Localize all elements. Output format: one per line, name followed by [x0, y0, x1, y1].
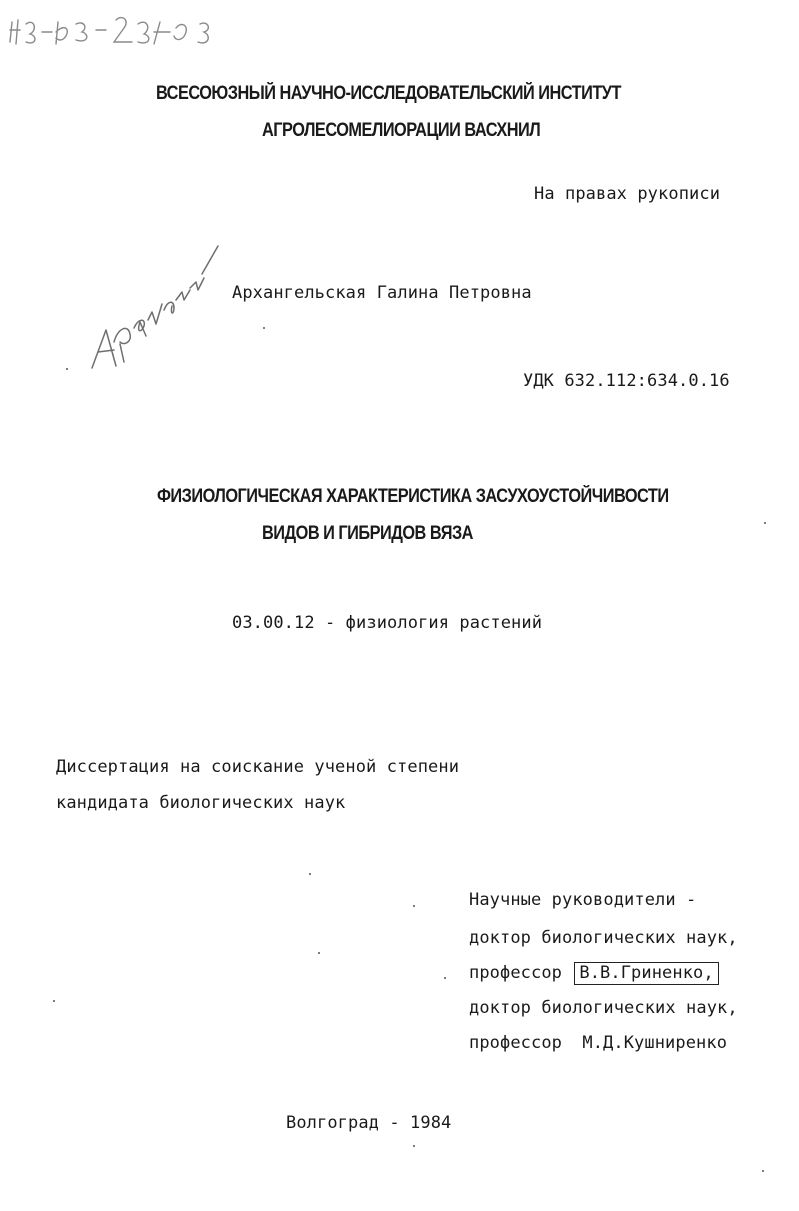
dissertation-title-line1: ФИЗИОЛОГИЧЕСКАЯ ХАРАКТЕРИСТИКА ЗАСУХОУСТОЙЧИВОСТИ	[157, 486, 669, 507]
handwritten-catalog-mark	[4, 10, 234, 60]
dissertation-title-line2: ВИДОВ И ГИБРИДОВ ВЯЗА	[262, 523, 473, 544]
author-name: Архангельская Галина Петровна	[232, 283, 532, 303]
scan-speck	[444, 977, 446, 979]
scan-speck	[309, 873, 311, 875]
supervisor-1-line	[469, 962, 719, 984]
supervisor-1-degree: доктор биологических наук,	[469, 928, 738, 948]
dissertation-statement-line1: Диссертация на соискание ученой степени	[56, 757, 460, 777]
scan-speck	[764, 522, 766, 524]
scan-speck	[318, 952, 320, 954]
supervisor-2-name: М.Д.Кушниренко	[582, 1033, 728, 1053]
supervisor-1-name-boxed: В.В.Гриненко,	[574, 962, 718, 985]
institute-name-line1: ВСЕСОЮЗНЫЙ НАУЧНО-ИССЛЕДОВАТЕЛЬСКИЙ ИНСТИТУТ	[156, 83, 621, 104]
udc-code: УДК 632.112:634.0.16	[523, 371, 730, 391]
scan-speck	[263, 327, 265, 329]
supervisor-2-title: профессор	[469, 1033, 563, 1053]
city-year: Волгоград - 1984	[286, 1113, 452, 1133]
scan-speck	[413, 1145, 415, 1147]
supervisors-heading: Научные руководители -	[469, 890, 697, 910]
scan-speck	[66, 368, 68, 370]
supervisor-2-degree: доктор биологических наук,	[469, 998, 738, 1018]
supervisor-2-line	[469, 1032, 727, 1054]
scan-speck	[413, 905, 415, 907]
manuscript-note: На правах рукописи	[534, 184, 721, 204]
handwritten-margin-note	[84, 238, 224, 388]
institute-name-line2: АГРОЛЕСОМЕЛИОРАЦИИ ВАСХНИЛ	[262, 120, 541, 141]
dissertation-statement-line2: кандидата биологических наук	[56, 793, 346, 813]
scan-speck	[53, 1000, 55, 1002]
supervisor-1-title: профессор	[469, 963, 563, 983]
scan-speck	[762, 1170, 764, 1172]
specialty-code: 03.00.12 - физиология растений	[232, 613, 543, 633]
